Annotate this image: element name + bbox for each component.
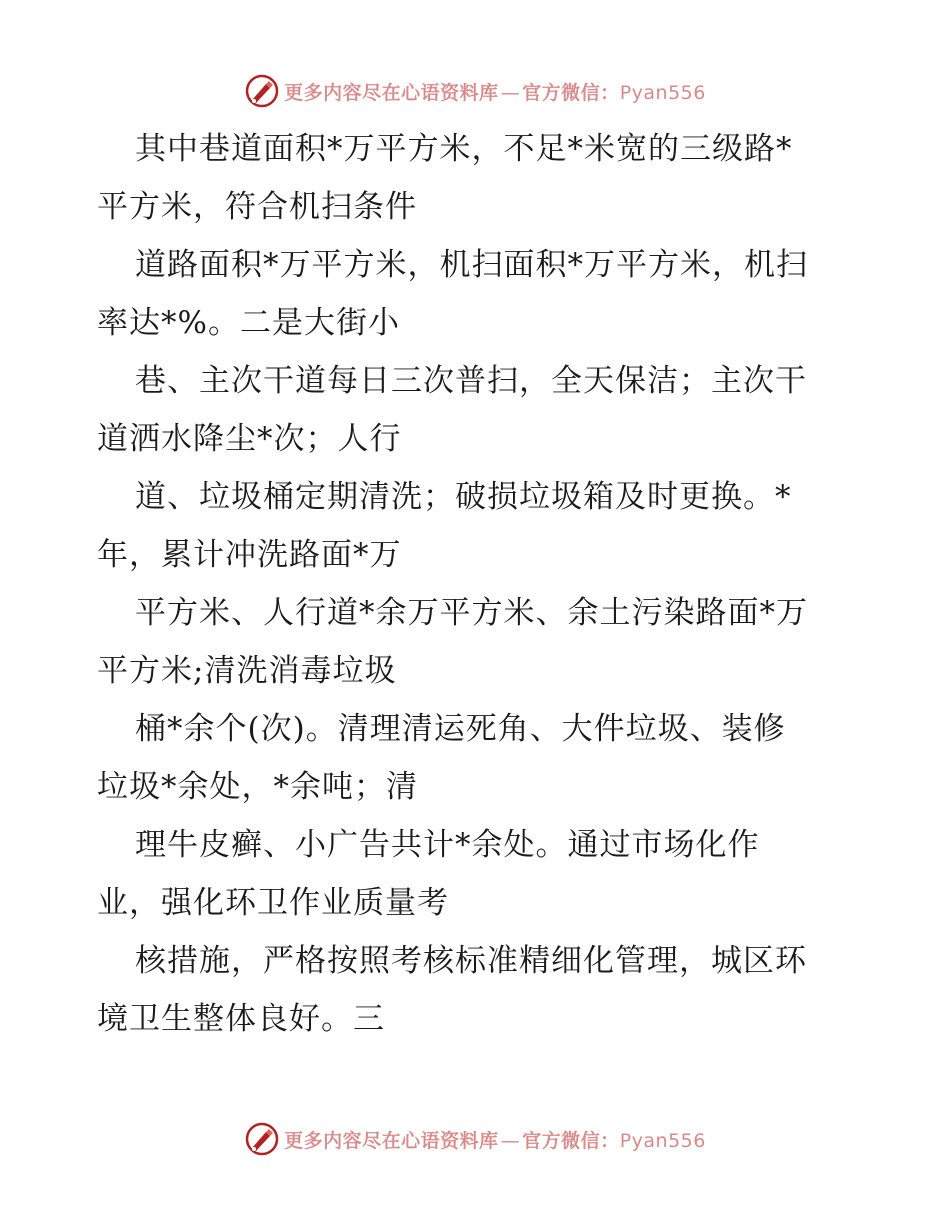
- paragraph-line-16: 境卫生整体良好。三: [97, 1001, 385, 1037]
- paragraph-line-11: 桶*余个(次)。清理清运死角、大件垃圾、装修: [135, 711, 786, 747]
- paragraph-line-4: 率达*%。二是大街小: [97, 305, 400, 341]
- header-watermark-banner: [0, 71, 950, 111]
- paragraph-line-12: 垃圾*余处，*余吨；清: [97, 769, 418, 805]
- paragraph-line-6: 道洒水降尘*次；人行: [97, 421, 402, 457]
- paragraph-line-3: 道路面积*万平方米，机扫面积*万平方米，机扫: [135, 247, 808, 283]
- paragraph-line-10: 平方米;清洗消毒垃圾: [97, 653, 397, 689]
- paragraph-line-1: 其中巷道面积*万平方米，不足*米宽的三级路*: [135, 131, 793, 167]
- footer-watermark-cn: 更多内容尽在心语资料库: [284, 1129, 499, 1152]
- paragraph-line-5: 巷、主次干道每日三次普扫，全天保洁；主次干: [135, 363, 807, 399]
- paragraph-line-2: 平方米，符合机扫条件: [97, 189, 417, 225]
- header-watermark-dash: —: [500, 81, 521, 104]
- paragraph-line-9: 平方米、人行道*余万平方米、余土污染路面*万: [135, 595, 808, 631]
- footer-watermark-banner: [0, 1119, 950, 1159]
- paragraph-line-14: 业，强化环卫作业质量考: [97, 885, 449, 921]
- header-watermark-cn: 更多内容尽在心语资料库: [284, 81, 499, 104]
- paragraph-line-13: 理牛皮癣、小广告共计*余处。通过市场化作: [135, 827, 760, 863]
- paragraph-line-8: 年，累计冲洗路面*万: [97, 537, 402, 573]
- footer-wechat-label: 官方微信：: [522, 1129, 620, 1152]
- header-wechat-label: 官方微信：: [522, 81, 620, 104]
- footer-watermark-dash: —: [500, 1129, 521, 1152]
- footer-watermark-text: [284, 1126, 706, 1153]
- document-body: [97, 120, 857, 1048]
- paragraph-line-15: 核措施，严格按照考核标准精细化管理，城区环: [135, 943, 807, 979]
- paragraph-line-7: 道、垃圾桶定期清洗；破损垃圾箱及时更换。*: [135, 479, 792, 515]
- header-wechat-id: Pyan556: [619, 81, 706, 104]
- pen-logo-icon: [244, 73, 280, 109]
- footer-wechat-id: Pyan556: [619, 1129, 706, 1152]
- header-watermark-text: [284, 78, 706, 105]
- pen-logo-icon: [244, 1121, 280, 1157]
